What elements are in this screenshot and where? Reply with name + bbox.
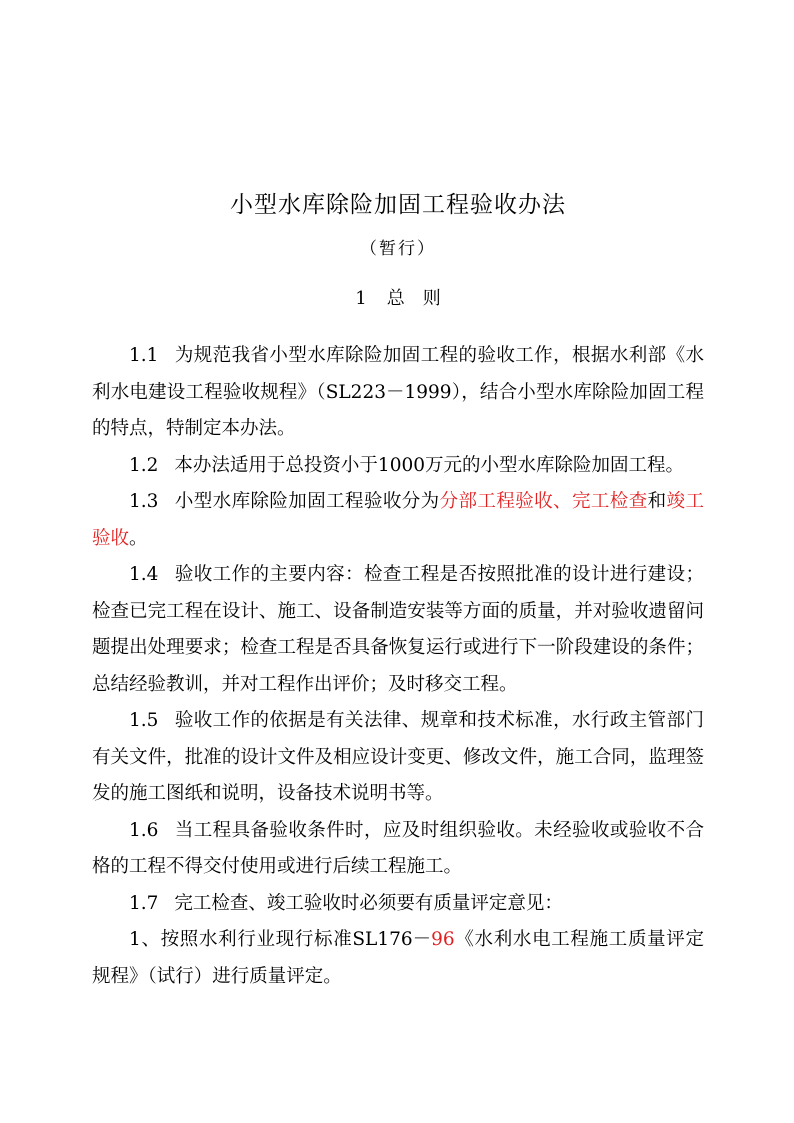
section-title: 总 则	[386, 288, 441, 309]
paragraph-text: 。	[129, 527, 148, 549]
list-item-1	[92, 922, 704, 995]
document-subtitle: （暂行）	[360, 239, 436, 259]
clause-number: 1.5	[129, 710, 159, 731]
highlighted-text: 竣工验收	[92, 491, 704, 549]
clause-number: 1.3	[129, 491, 159, 512]
highlighted-text: 96	[431, 929, 455, 950]
paragraph-text: 验收工作的主要内容：检查工程是否按照批准的设计进行建设；检查已完工程在设计、施工、设备制造安装等方面的质量，并对验收遗留问题提出处理要求；检查工程是否具备恢复运行或进行下一阶段建设的条件；总结经验教训，并对工程作出评价；及时移交工程。	[92, 564, 704, 695]
highlighted-text: 分部工程验收、完工检查	[439, 491, 648, 512]
paragraph-text: 完工检查、竣工验收时必须要有质量评定意见：	[174, 892, 563, 914]
clause-number: 1.1	[129, 345, 159, 366]
paragraph-text: 和	[647, 491, 667, 512]
paragraph-text: 验收工作的依据是有关法律、规章和技术标准，水行政主管部门有关文件，批准的设计文件及相应设计变更、修改文件，施工合同，监理签发的施工图纸和说明，设备技术说明书等。	[92, 710, 704, 804]
paragraph-text: 小型水库除险加固工程验收分为	[174, 491, 440, 512]
section-heading	[92, 284, 704, 310]
section-number: 1	[355, 288, 367, 309]
paragraph-text: 本办法适用于总投资小于1000万元的小型水库除险加固工程。	[174, 454, 685, 476]
paragraph-text: 当工程具备验收条件时，应及时组织验收。未经验收或验收不合格的工程不得交付使用或进行后续工程施工。	[92, 819, 704, 877]
document-body	[92, 338, 704, 995]
clause-number: 1.6	[129, 819, 159, 841]
paragraph-1-7	[92, 886, 704, 923]
paragraph-1-6	[92, 813, 704, 886]
document-title: 小型水库除险加固工程验收办法	[230, 192, 566, 218]
paragraph-text: 为规范我省小型水库除险加固工程的验收工作，根据水利部《水利水电建设工程验收规程》（SL223－1999），结合小型水库除险加固工程的特点，特制定本办法。	[92, 345, 704, 439]
paragraph-1-3	[92, 484, 704, 557]
clause-number: 1.4	[129, 564, 159, 585]
paragraph-1-5	[92, 703, 704, 813]
paragraph-1-1	[92, 338, 704, 448]
clause-number: 1.7	[129, 892, 159, 914]
paragraph-text: 《水利水电工程施工质量评定规程》（试行）进行质量评定。	[92, 929, 704, 987]
paragraph-1-2	[92, 448, 704, 485]
paragraph-1-4	[92, 557, 704, 703]
clause-number: 1.2	[129, 454, 159, 476]
paragraph-text: 1、按照水利行业现行标准SL176－	[129, 929, 432, 950]
